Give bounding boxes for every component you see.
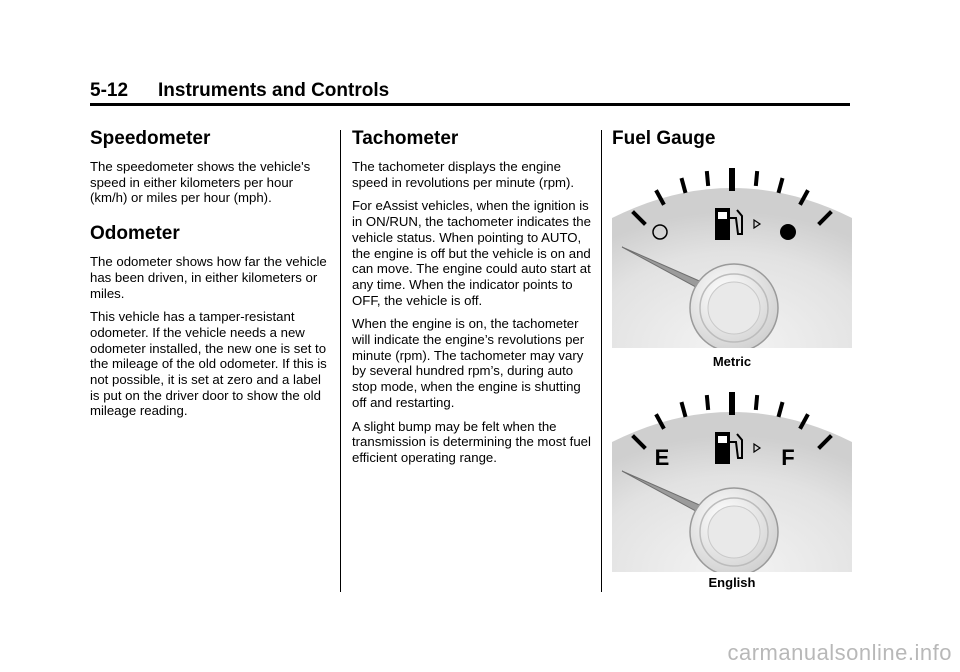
page-number: 5-12: [90, 80, 129, 101]
tachometer-heading: Tachometer: [352, 128, 459, 149]
page-header: [90, 80, 848, 102]
metric-fuel-gauge-illustration: [612, 168, 852, 348]
odometer-paragraph: This vehicle has a tamper-resistant odometer. If the vehicle needs a new odometer installed, the new one is set to the mileage of the old odometer. If this is not possible, it is set at zero and a label is put on the driver door to show the old mileage reading.: [90, 309, 327, 419]
odometer-paragraph: The odometer shows how far the vehicle has been driven, in either kilometers or miles.: [90, 254, 327, 301]
tachometer-paragraph: When the engine is on, the tachometer will indicate the engine’s revolutions per minute (rpm). The tachometer may vary by several hundred rpm’s, during auto stop mode, when the engine is shutting off and restarting.: [352, 316, 585, 410]
metric-caption: Metric: [712, 354, 752, 369]
fuel-gauge-heading: Fuel Gauge: [612, 128, 716, 149]
column-divider-2: [601, 130, 602, 592]
odometer-heading: Odometer: [90, 223, 180, 245]
watermark: carmanualsonline.info: [727, 640, 952, 665]
empty-label: E: [654, 445, 670, 470]
full-indicator-icon: [780, 224, 796, 240]
section-title: Instruments and Controls: [158, 80, 390, 101]
column-right: [612, 127, 852, 159]
english-fuel-gauge-illustration: [612, 392, 852, 572]
full-label: F: [781, 445, 795, 470]
tachometer-paragraph: The tachometer displays the engine speed in revolutions per minute (rpm).: [352, 159, 575, 190]
column-middle: [352, 127, 592, 474]
tachometer-paragraph: A slight bump may be felt when the transmission is determining the most fuel efficient operating range.: [352, 418, 591, 465]
speedometer-paragraph: The speedometer shows the vehicle's speed in either kilometers per hour (km/h) or miles per hour (mph).: [90, 159, 311, 206]
header-rule: [90, 103, 850, 106]
column-left: [90, 127, 330, 427]
speedometer-heading: Speedometer: [90, 128, 211, 149]
english-caption: English: [708, 575, 756, 590]
column-divider-1: [340, 130, 341, 592]
tachometer-paragraph: For eAssist vehicles, when the ignition is in ON/RUN, the tachometer indicates the vehicle status. When pointing to AUTO, the engine is off but the vehicle is on and can move. The engine could auto start at any time. When the indicator points to OFF, the vehicle is off.: [352, 198, 591, 308]
